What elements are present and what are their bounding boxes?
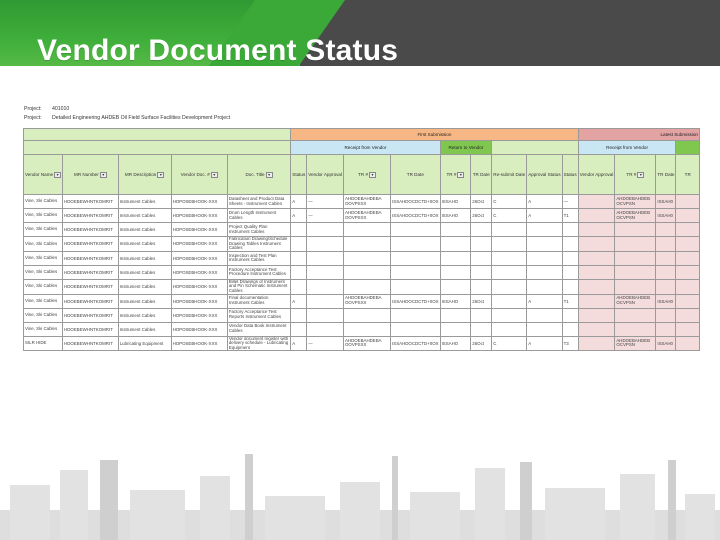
table-cell-va2[interactable]	[578, 209, 615, 223]
table-cell-tr3[interactable]: AHDOEBAHDEB OCVPSN	[615, 209, 656, 223]
table-cell-tr4[interactable]	[676, 322, 700, 336]
table-cell-st[interactable]: A	[291, 336, 307, 351]
table-cell-rs[interactable]	[492, 294, 527, 308]
filter-dropdown-icon[interactable]: ▾	[457, 172, 464, 178]
table-cell-as[interactable]	[527, 223, 562, 237]
table-cell-trd[interactable]: ISSAHDOCDCTD+0OX	[391, 195, 440, 209]
table-cell-tr4[interactable]	[676, 209, 700, 223]
table-cell-trd[interactable]	[391, 237, 440, 252]
table-cell-st[interactable]: A	[291, 209, 307, 223]
slide-header	[0, 0, 720, 66]
table-cell-trd3[interactable]	[656, 322, 676, 336]
skyline-decoration	[0, 452, 720, 540]
table-cell-doc[interactable]: HOPOSEBHOOK-XXX	[171, 223, 227, 237]
table-cell-st[interactable]	[291, 308, 307, 322]
col-vendor-approval[interactable]: Vendor Approval	[307, 155, 344, 195]
table-cell-vendor[interactable]: Vine, Ski Cables	[24, 294, 63, 308]
project-description-line: Project: Detailed Engineering AHDEB Oil Field Surface Facilities Development Project	[24, 115, 231, 121]
col-tr-number-4[interactable]: TR	[676, 155, 700, 195]
table-cell-title[interactable]: Project Quality Plan Instrument Cables	[227, 223, 290, 237]
table-cell-vendor[interactable]: Vine, Ski Cables	[24, 265, 63, 279]
col-tr-date-2[interactable]: TR Date	[471, 155, 492, 195]
table-cell-va2[interactable]	[578, 279, 615, 294]
table-cell-as[interactable]	[527, 251, 562, 265]
return-to-vendor-header: Return to Vendor	[440, 141, 492, 155]
table-cell-trd3[interactable]	[656, 251, 676, 265]
table-cell-tr2[interactable]: ISSAHO	[440, 209, 471, 223]
table-cell-as[interactable]: A	[527, 294, 562, 308]
table-cell-va[interactable]	[307, 294, 344, 308]
table-cell-mr[interactable]: HDOEBEWHNTKOMRIT	[63, 251, 119, 265]
table-cell-va2[interactable]	[578, 336, 615, 351]
table-cell-tr[interactable]	[344, 265, 391, 279]
table-cell-tr[interactable]	[344, 308, 391, 322]
table-cell-st2[interactable]	[562, 308, 578, 322]
table-cell-st[interactable]: A	[291, 294, 307, 308]
table-cell-tr4[interactable]	[676, 336, 700, 351]
table-cell-desc[interactable]: Instrument Cables	[118, 251, 171, 265]
table-cell-va[interactable]	[307, 265, 344, 279]
table-cell-trd2[interactable]: 26Oct	[471, 336, 492, 351]
table-cell-as[interactable]	[527, 279, 562, 294]
table-cell-va2[interactable]	[578, 251, 615, 265]
table-cell-tr3[interactable]	[615, 251, 656, 265]
table-cell-desc[interactable]: Instrument Cables	[118, 322, 171, 336]
table-cell-title[interactable]: Vendor Data Book Instrument Cables	[227, 322, 290, 336]
table-row	[24, 322, 700, 336]
table-cell-tr3[interactable]	[615, 279, 656, 294]
table-cell-tr2[interactable]: ISSAHO	[440, 336, 471, 351]
table-cell-desc[interactable]: Instrument Cables	[118, 209, 171, 223]
table-cell-trd[interactable]	[391, 322, 440, 336]
table-cell-rs[interactable]	[492, 308, 527, 322]
table-cell-va[interactable]	[307, 279, 344, 294]
table-cell-mr[interactable]: HDOEBEWHNTKOMRIT	[63, 223, 119, 237]
filter-dropdown-icon[interactable]: ▾	[211, 172, 218, 178]
table-cell-st2[interactable]: T1	[562, 294, 578, 308]
vendor-document-table	[23, 128, 700, 351]
table-cell-st[interactable]: A	[291, 195, 307, 209]
col-status-2[interactable]: Status	[562, 155, 578, 195]
table-cell-trd3[interactable]: ISSAH0	[656, 336, 676, 351]
table-cell-rs[interactable]	[492, 265, 527, 279]
project-number-line: Project: 401010	[24, 106, 70, 112]
filter-dropdown-icon[interactable]: ▾	[54, 172, 61, 178]
table-cell-vendor[interactable]: Vine, Ski Cables	[24, 279, 63, 294]
table-cell-desc[interactable]: Instrument Cables	[118, 265, 171, 279]
table-row	[24, 336, 700, 351]
table-cell-tr[interactable]: AHDOEBAHDEBA OOVPSXX	[344, 195, 391, 209]
table-cell-as[interactable]	[527, 237, 562, 252]
table-cell-doc[interactable]: HOPOSEBHOOK-XXX	[171, 308, 227, 322]
table-row	[24, 223, 700, 237]
col-status[interactable]: Status	[291, 155, 307, 195]
table-cell-trd[interactable]	[391, 308, 440, 322]
table-cell-trd2[interactable]	[471, 237, 492, 252]
table-cell-title[interactable]: Datasheet and Product Data Sheets - Instrument Cables	[227, 195, 290, 209]
table-cell-tr[interactable]: AHDOEBAHDEBA OOVPSXX	[344, 209, 391, 223]
col-vendor-name[interactable]: Vendor Name ▾	[24, 155, 63, 195]
table-cell-mr[interactable]: HDOEBEWHNTKOMRIT	[63, 209, 119, 223]
spreadsheet-screenshot	[23, 104, 700, 452]
table-cell-tr3[interactable]	[615, 237, 656, 252]
table-cell-tr3[interactable]	[615, 265, 656, 279]
table-cell-tr[interactable]: AHDOEBAHDEBA OOVPSXX	[344, 336, 391, 351]
table-row	[24, 209, 700, 223]
table-cell-vendor[interactable]: Vine, Ski Cables	[24, 237, 63, 252]
filter-dropdown-icon[interactable]: ▾	[637, 172, 644, 178]
table-cell-tr3[interactable]: AHDOEBAHDEB OCVPSN	[615, 336, 656, 351]
table-cell-trd2[interactable]	[471, 223, 492, 237]
table-cell-tr2[interactable]	[440, 237, 471, 252]
table-cell-trd[interactable]: ISSAHDOCDCTD+0OX	[391, 209, 440, 223]
table-cell-trd3[interactable]: ISSAH0	[656, 294, 676, 308]
table-cell-tr2[interactable]	[440, 223, 471, 237]
table-cell-st[interactable]	[291, 322, 307, 336]
table-cell-tr4[interactable]	[676, 223, 700, 237]
table-cell-va2[interactable]	[578, 237, 615, 252]
table-cell-as[interactable]: A	[527, 336, 562, 351]
table-cell-va2[interactable]	[578, 294, 615, 308]
table-cell-tr2[interactable]	[440, 265, 471, 279]
col-tr-number-2[interactable]: TR # ▾	[440, 155, 471, 195]
table-cell-st2[interactable]: T1	[562, 209, 578, 223]
table-cell-trd3[interactable]	[656, 237, 676, 252]
table-cell-st[interactable]	[291, 237, 307, 252]
filter-dropdown-icon[interactable]: ▾	[369, 172, 376, 178]
table-cell-as[interactable]	[527, 265, 562, 279]
table-row	[24, 237, 700, 252]
table-cell-rs[interactable]	[492, 279, 527, 294]
table-cell-trd2[interactable]	[471, 308, 492, 322]
table-row	[24, 195, 700, 209]
col-approval-status[interactable]: Approval Status	[527, 155, 562, 195]
table-cell-desc[interactable]: Instrument Cables	[118, 308, 171, 322]
table-cell-mr[interactable]: HDOEBEWHNTKOMRIT	[63, 294, 119, 308]
table-cell-st2[interactable]	[562, 251, 578, 265]
table-cell-va2[interactable]	[578, 308, 615, 322]
table-cell-st2[interactable]	[562, 279, 578, 294]
table-cell-tr4[interactable]	[676, 308, 700, 322]
table-cell-tr[interactable]	[344, 223, 391, 237]
table-cell-doc[interactable]: HOPOSEBHOOK-XXX	[171, 265, 227, 279]
table-cell-va[interactable]	[307, 308, 344, 322]
table-cell-vendor[interactable]: Vine, Ski Cables	[24, 322, 63, 336]
table-cell-rs[interactable]	[492, 223, 527, 237]
header-row-columns	[24, 155, 700, 195]
receipt-from-vendor-header: Receipt from Vendor	[291, 141, 440, 155]
table-cell-tr3[interactable]	[615, 322, 656, 336]
table-cell-vendor[interactable]: Vine, Ski Cables	[24, 223, 63, 237]
table-cell-title[interactable]: Vendor document register with delivery schedule - Lubricating Equipment	[227, 336, 290, 351]
header-row-groups	[24, 141, 700, 155]
table-cell-va[interactable]	[307, 223, 344, 237]
table-cell-tr3[interactable]: AHDOEBAHDEB OCVPSN	[615, 294, 656, 308]
table-cell-doc[interactable]: HOPOSEBHOOK-XXX	[171, 237, 227, 252]
table-cell-title[interactable]: Billet Drawings of Instrument and Pin Schematic Instrument Cables	[227, 279, 290, 294]
table-cell-trd2[interactable]	[471, 251, 492, 265]
table-cell-tr3[interactable]	[615, 223, 656, 237]
table-cell-vendor[interactable]: Vine, Ski Cables	[24, 209, 63, 223]
latest-submission-header: Latest Submission	[578, 129, 699, 141]
table-cell-trd3[interactable]: ISSAH0	[656, 195, 676, 209]
table-cell-vendor[interactable]: Vine, Ski Cables	[24, 251, 63, 265]
table-cell-tr4[interactable]	[676, 265, 700, 279]
table-cell-st2[interactable]	[562, 223, 578, 237]
table-cell-trd3[interactable]	[656, 279, 676, 294]
table-cell-rs[interactable]: C	[492, 209, 527, 223]
table-cell-st[interactable]	[291, 251, 307, 265]
table-cell-desc[interactable]: Lubricating Equipment	[118, 336, 171, 351]
first-submission-header: First Submission	[291, 129, 578, 141]
table-cell-trd2[interactable]: 26Oct	[471, 195, 492, 209]
table-cell-rs[interactable]: C	[492, 336, 527, 351]
filter-dropdown-icon[interactable]: ▾	[157, 172, 164, 178]
table-cell-tr4[interactable]	[676, 195, 700, 209]
table-cell-tr2[interactable]	[440, 251, 471, 265]
table-cell-doc[interactable]: HOPOSEBHOOK-XXX	[171, 251, 227, 265]
receipt-from-vendor-header-2: Receipt from Vendor	[578, 141, 676, 155]
table-cell-tr2[interactable]	[440, 308, 471, 322]
table-cell-mr[interactable]: HDOEBEWHNTKOMRIT	[63, 336, 119, 351]
table-cell-tr3[interactable]: AHDOEBAHDEB OCVPSN	[615, 195, 656, 209]
table-cell-desc[interactable]: Instrument Cables	[118, 223, 171, 237]
table-cell-doc[interactable]: HOPOSEBHOOK-XXX	[171, 294, 227, 308]
table-cell-as[interactable]: A	[527, 195, 562, 209]
table-cell-trd[interactable]: ISSAHDOCDCTD+0OX	[391, 294, 440, 308]
table-cell-desc[interactable]: Instrument Cables	[118, 279, 171, 294]
table-cell-tr3[interactable]	[615, 308, 656, 322]
table-cell-va2[interactable]	[578, 265, 615, 279]
table-cell-as[interactable]	[527, 308, 562, 322]
table-cell-tr4[interactable]	[676, 251, 700, 265]
table-cell-va2[interactable]	[578, 223, 615, 237]
table-cell-title[interactable]: Factory Acceptance Test Reports Instrument Cables	[227, 308, 290, 322]
table-cell-rs[interactable]	[492, 237, 527, 252]
table-cell-as[interactable]: A	[527, 209, 562, 223]
table-cell-st2[interactable]: —	[562, 195, 578, 209]
table-cell-va[interactable]	[307, 237, 344, 252]
table-cell-desc[interactable]: Instrument Cables	[118, 294, 171, 308]
table-cell-mr[interactable]: HDOEBEWHNTKOMRIT	[63, 279, 119, 294]
table-cell-trd2[interactable]	[471, 265, 492, 279]
table-cell-vendor[interactable]: SILR HIDE	[24, 336, 63, 351]
table-cell-trd[interactable]	[391, 223, 440, 237]
table-cell-trd3[interactable]	[656, 223, 676, 237]
table-cell-desc[interactable]: Instrument Cables	[118, 195, 171, 209]
table-cell-tr4[interactable]	[676, 237, 700, 252]
table-cell-mr[interactable]: HDOEBEWHNTKOMRIT	[63, 237, 119, 252]
col-vendor-approval-2[interactable]: Vendor Approval	[578, 155, 615, 195]
table-row	[24, 265, 700, 279]
table-cell-vendor[interactable]: Vine, Ski Cables	[24, 308, 63, 322]
table-cell-mr[interactable]: HDOEBEWHNTKOMRIT	[63, 322, 119, 336]
col-tr-number-3[interactable]: TR # ▾	[615, 155, 656, 195]
table-cell-desc[interactable]: Instrument Cables	[118, 237, 171, 252]
table-cell-trd2[interactable]	[471, 322, 492, 336]
table-cell-rs[interactable]	[492, 251, 527, 265]
table-cell-doc[interactable]: HOPOSEBHOOK-XXX	[171, 279, 227, 294]
table-cell-doc[interactable]: HOPOSEBHOOK-XXX	[171, 322, 227, 336]
table-cell-tr2[interactable]: ISSAHO	[440, 195, 471, 209]
table-cell-st2[interactable]: T3	[562, 336, 578, 351]
table-cell-st2[interactable]	[562, 322, 578, 336]
table-cell-st[interactable]	[291, 265, 307, 279]
table-cell-tr2[interactable]	[440, 279, 471, 294]
table-cell-title[interactable]: Fabrication Drawing/Schedule Drawing Tables Instrument Cables	[227, 237, 290, 252]
header-row-submissions	[24, 129, 700, 141]
table-cell-tr2[interactable]	[440, 322, 471, 336]
table-cell-title[interactable]: Inspection and Test Plan Instrument Cables	[227, 251, 290, 265]
slide-title: Vendor Document Status	[37, 34, 399, 66]
filter-dropdown-icon[interactable]: ▾	[266, 172, 273, 178]
table-cell-tr[interactable]	[344, 279, 391, 294]
table-cell-va[interactable]	[307, 251, 344, 265]
table-cell-tr2[interactable]: ISSAHO	[440, 294, 471, 308]
table-cell-title[interactable]: Final documentation Instrument Cables	[227, 294, 290, 308]
table-cell-title[interactable]: Drum Length Instrument Cables	[227, 209, 290, 223]
table-row	[24, 308, 700, 322]
table-cell-va[interactable]: —	[307, 195, 344, 209]
table-row	[24, 279, 700, 294]
table-cell-rs[interactable]	[492, 322, 527, 336]
table-cell-tr[interactable]	[344, 322, 391, 336]
table-cell-vendor[interactable]: Vine, Ski Cables	[24, 195, 63, 209]
col-resubmit-date[interactable]: Re-submit Date	[492, 155, 527, 195]
table-cell-st[interactable]	[291, 279, 307, 294]
table-cell-doc[interactable]: HOPOSEBHOOK-XXX	[171, 195, 227, 209]
table-cell-st2[interactable]	[562, 237, 578, 252]
table-cell-rs[interactable]: C	[492, 195, 527, 209]
col-vendor-doc[interactable]: Vendor Doc. # ▾	[171, 155, 227, 195]
table-cell-va[interactable]	[307, 322, 344, 336]
table-cell-tr[interactable]	[344, 251, 391, 265]
col-mr-description[interactable]: MR Description ▾	[118, 155, 171, 195]
table-cell-mr[interactable]: HDOEBEWHNTKOMRIT	[63, 308, 119, 322]
table-cell-mr[interactable]: HDOEBEWHNTKOMRIT	[63, 195, 119, 209]
table-cell-trd3[interactable]: ISSAH0	[656, 209, 676, 223]
table-cell-va2[interactable]	[578, 195, 615, 209]
table-cell-tr[interactable]	[344, 237, 391, 252]
table-cell-trd2[interactable]: 26Oct	[471, 294, 492, 308]
table-cell-trd[interactable]: ISSAHDOCDCTD+0OX	[391, 336, 440, 351]
col-tr-date-3[interactable]: TR Date	[656, 155, 676, 195]
table-cell-doc[interactable]: HOPOSEBHOOK-XXX	[171, 209, 227, 223]
table-cell-trd[interactable]	[391, 279, 440, 294]
table-cell-doc[interactable]: HOPOSEBHOOK-XXX	[171, 336, 227, 351]
table-cell-va[interactable]: —	[307, 209, 344, 223]
table-cell-va2[interactable]	[578, 322, 615, 336]
table-cell-st[interactable]	[291, 223, 307, 237]
table-cell-tr[interactable]: AHDOEBAHDEBA OOVPSXX	[344, 294, 391, 308]
table-cell-trd3[interactable]	[656, 265, 676, 279]
table-cell-trd[interactable]	[391, 265, 440, 279]
table-row	[24, 251, 700, 265]
table-cell-trd3[interactable]	[656, 308, 676, 322]
col-tr-number[interactable]: TR # ▾	[344, 155, 391, 195]
table-body	[24, 195, 700, 351]
col-doc-title[interactable]: Doc. Title ▾	[227, 155, 290, 195]
table-cell-st2[interactable]	[562, 265, 578, 279]
table-cell-mr[interactable]: HDOEBEWHNTKOMRIT	[63, 265, 119, 279]
table-cell-trd2[interactable]	[471, 279, 492, 294]
table-cell-trd[interactable]	[391, 251, 440, 265]
table-cell-title[interactable]: Factory Acceptance Test Procedure Instrument Cables	[227, 265, 290, 279]
table-cell-trd2[interactable]: 26Oct	[471, 209, 492, 223]
table-row	[24, 294, 700, 308]
col-tr-date[interactable]: TR Date	[391, 155, 440, 195]
filter-dropdown-icon[interactable]: ▾	[100, 172, 107, 178]
table-cell-va[interactable]: —	[307, 336, 344, 351]
col-mr-number[interactable]: MR Number ▾	[63, 155, 119, 195]
table-cell-tr4[interactable]	[676, 294, 700, 308]
table-cell-tr4[interactable]	[676, 279, 700, 294]
table-cell-as[interactable]	[527, 322, 562, 336]
